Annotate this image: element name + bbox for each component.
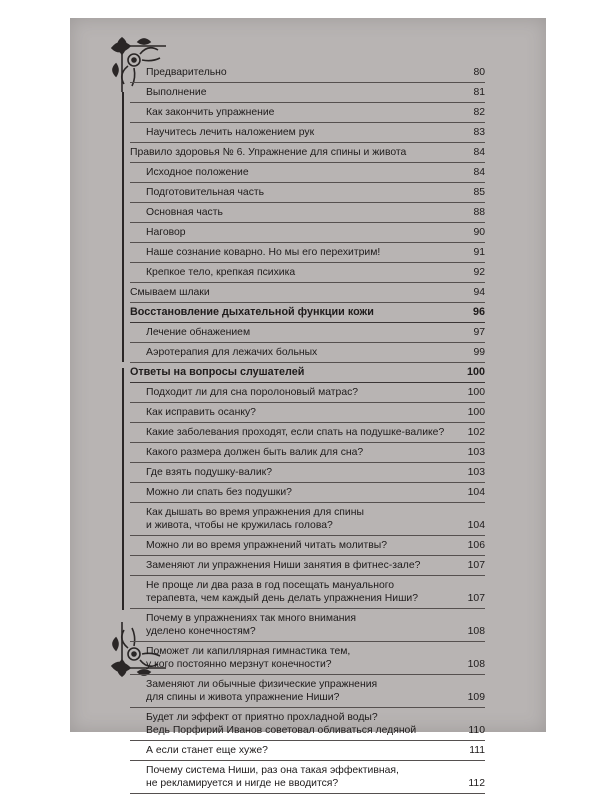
toc-entry-page: 90 (473, 227, 485, 238)
toc-entry (130, 446, 485, 463)
toc-entry-title: Где взять подушку-валик? (146, 467, 272, 478)
toc-entry-page: 85 (473, 187, 485, 198)
toc-entry-page: 102 (467, 427, 485, 438)
toc-entry-title: Лечение обнажением (146, 327, 251, 338)
toc-entry-title: Какого размера должен быть валик для сна? (146, 447, 364, 458)
toc-entry-page: 104 (467, 520, 485, 531)
frame-line-upper (122, 92, 124, 362)
toc-entry (130, 286, 485, 303)
toc-entry-page: 107 (467, 560, 485, 571)
toc-entry (130, 579, 485, 609)
toc-entry-title: Предварительно (146, 67, 227, 78)
toc-entry-page: 106 (467, 540, 485, 551)
toc-entry (130, 266, 485, 283)
toc-entry (130, 246, 485, 263)
toc-entry-title: Почему в упражнениях так много внимания уделено конечностям? (146, 613, 356, 637)
toc-entry (130, 126, 485, 143)
toc-entry (130, 146, 485, 163)
toc-entry (130, 106, 485, 123)
toc-entry (130, 678, 485, 708)
toc-entry (130, 711, 485, 741)
toc-entry (130, 744, 485, 761)
toc-entry (130, 645, 485, 675)
toc-entry-title: Правило здоровья № 6. Упражнение для спины и живота (130, 147, 407, 158)
toc-entry-page: 108 (467, 659, 485, 670)
toc-entry-title: Не проще ли два раза в год посещать мануального терапевта, чем каждый день делать упражнения Ниши? (146, 580, 418, 604)
toc-entry (130, 166, 485, 183)
toc-entry-page: 100 (467, 407, 485, 418)
toc-entry-title: Наше сознание коварно. Но мы его перехитрим! (146, 247, 381, 258)
toc-entry-title: Ответы на вопросы слушателей (130, 366, 305, 378)
toc-entry (130, 366, 485, 383)
toc-entry (130, 539, 485, 556)
toc-entry (130, 226, 485, 243)
toc-entry (130, 406, 485, 423)
toc-entry-page: 81 (473, 87, 485, 98)
toc-entry-title: Научитесь лечить наложением рук (146, 127, 315, 138)
toc-entry-title: Смываем шлаки (130, 287, 210, 298)
toc-entry-page: 88 (473, 207, 485, 218)
toc-entry-page: 107 (467, 593, 485, 604)
toc-entry-page: 94 (473, 287, 485, 298)
toc-entry (130, 206, 485, 223)
toc-entry-page: 92 (473, 267, 485, 278)
frame-line-lower (122, 368, 124, 610)
toc-entry-title: Исходное положение (146, 167, 249, 178)
toc-entry-title: Поможет ли капиллярная гимнастика тем, у кого постоянно мерзнут конечности? (146, 646, 351, 670)
toc-entry-title: Заменяют ли обычные физические упражнения для спины и живота упражнение Ниши? (146, 679, 378, 703)
toc-entry-page: 99 (473, 347, 485, 358)
toc-entry-title: Можно ли во время упражнений читать молитвы? (146, 540, 387, 551)
toc-entry-title: Как исправить осанку? (146, 407, 256, 418)
toc-entry (130, 66, 485, 83)
toc-entry-title: Как дышать во время упражнения для спины и живота, чтобы не кружилась голова? (146, 507, 364, 531)
toc-entry-title: Какие заболевания проходят, если спать на подушке-валике? (146, 427, 445, 438)
toc-entry-page: 83 (473, 127, 485, 138)
toc-entry-page: 82 (473, 107, 485, 118)
toc-entry-title: Почему система Ниши, раз она такая эффективная, не рекламируется и нигде не вводится? (146, 765, 399, 789)
toc-entry (130, 86, 485, 103)
toc-entry-title: Крепкое тело, крепкая психика (146, 267, 296, 278)
toc-entry (130, 466, 485, 483)
toc-entry (130, 486, 485, 503)
toc-entry-title: Восстановление дыхательной функции кожи (130, 306, 374, 318)
toc-entry (130, 506, 485, 536)
toc-entry (130, 764, 485, 794)
toc-entry-title: Выполнение (146, 87, 207, 98)
toc-entry (130, 612, 485, 642)
toc-entry-page: 91 (473, 247, 485, 258)
toc-entry-title: Подходит ли для сна поролоновый матрас? (146, 387, 359, 398)
table-of-contents (130, 66, 485, 797)
toc-entry (130, 186, 485, 203)
toc-entry-page: 103 (467, 447, 485, 458)
toc-entry-title: Подготовительная часть (146, 187, 265, 198)
toc-entry-page: 84 (473, 167, 485, 178)
toc-entry (130, 559, 485, 576)
toc-entry-page: 96 (472, 306, 485, 318)
toc-entry-title: Как закончить упражнение (146, 107, 275, 118)
toc-entry (130, 326, 485, 343)
toc-entry-page: 104 (467, 487, 485, 498)
toc-entry-page: 100 (467, 387, 485, 398)
toc-entry-title: Заменяют ли упражнения Ниши занятия в фитнес-зале? (146, 560, 421, 571)
toc-entry-page: 109 (467, 692, 485, 703)
toc-entry (130, 426, 485, 443)
toc-entry-page: 103 (467, 467, 485, 478)
toc-entry-page: 84 (473, 147, 485, 158)
toc-entry-page: 110 (468, 725, 485, 736)
toc-entry (130, 306, 485, 323)
toc-entry (130, 386, 485, 403)
toc-entry (130, 346, 485, 363)
toc-entry-title: Аэротерапия для лежачих больных (146, 347, 318, 358)
toc-entry-title: Наговор (146, 227, 186, 238)
toc-entry-page: 100 (466, 366, 485, 378)
toc-entry-page: 108 (467, 626, 485, 637)
toc-entry-page: 97 (473, 327, 485, 338)
toc-entry-page: 112 (468, 778, 485, 789)
toc-entry-page: 111 (469, 745, 485, 756)
toc-entry-title: Будет ли эффект от приятно прохладной воды? Ведь Порфирий Иванов советовал обливаться ледяной (146, 712, 417, 736)
toc-entry-title: Основная часть (146, 207, 223, 218)
toc-entry-page: 80 (473, 67, 485, 78)
toc-entry-title: А если станет еще хуже? (146, 745, 268, 756)
toc-entry-title: Можно ли спать без подушки? (146, 487, 292, 498)
